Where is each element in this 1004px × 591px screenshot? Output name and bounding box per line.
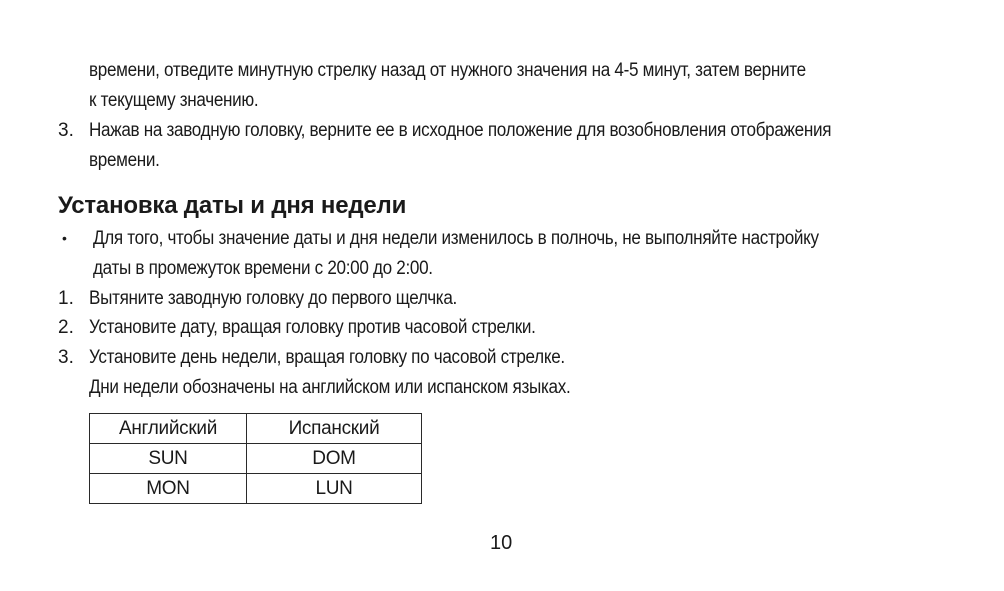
step-number-2: 2. [58, 317, 74, 338]
intro-line-2: к текущему значению. [89, 90, 259, 111]
section-title: Установка даты и дня недели [58, 192, 407, 219]
note-line-1: Для того, чтобы значение даты и дня недели изменилось в полночь, не выполняйте настройку [93, 228, 819, 249]
table-row [90, 474, 422, 504]
step-number-3: 3. [58, 347, 74, 368]
step-number-3-prev: 3. [58, 120, 74, 141]
step-number-1: 1. [58, 288, 74, 309]
steps-note: Дни недели обозначены на английском или испанском языках. [89, 377, 571, 398]
table-cell: LUN [247, 474, 422, 504]
table-cell: MON [90, 474, 247, 504]
table-header-row [90, 414, 422, 444]
page-number: 10 [490, 532, 513, 554]
table-row [90, 444, 422, 474]
step-3-text: Установите день недели, вращая головку по часовой стрелке. [89, 347, 565, 368]
table-cell: SUN [90, 444, 247, 474]
weekday-language-table [89, 413, 422, 504]
table-header-spanish: Испанский [247, 414, 422, 444]
intro-line-1: времени, отведите минутную стрелку назад от нужного значения на 4-5 минут, затем верните [89, 60, 806, 81]
step-1-text: Вытяните заводную головку до первого щелчка. [89, 288, 457, 309]
bullet-icon: • [62, 230, 67, 246]
table-header-english: Английский [90, 414, 247, 444]
step-2-text: Установите дату, вращая головку против часовой стрелки. [89, 317, 536, 338]
note-line-2: даты в промежуток времени с 20:00 до 2:00. [93, 258, 433, 279]
step-3-prev-line-1: Нажав на заводную головку, верните ее в исходное положение для возобновления отображения [89, 120, 832, 141]
step-3-prev-line-2: времени. [89, 150, 160, 171]
table-cell: DOM [247, 444, 422, 474]
